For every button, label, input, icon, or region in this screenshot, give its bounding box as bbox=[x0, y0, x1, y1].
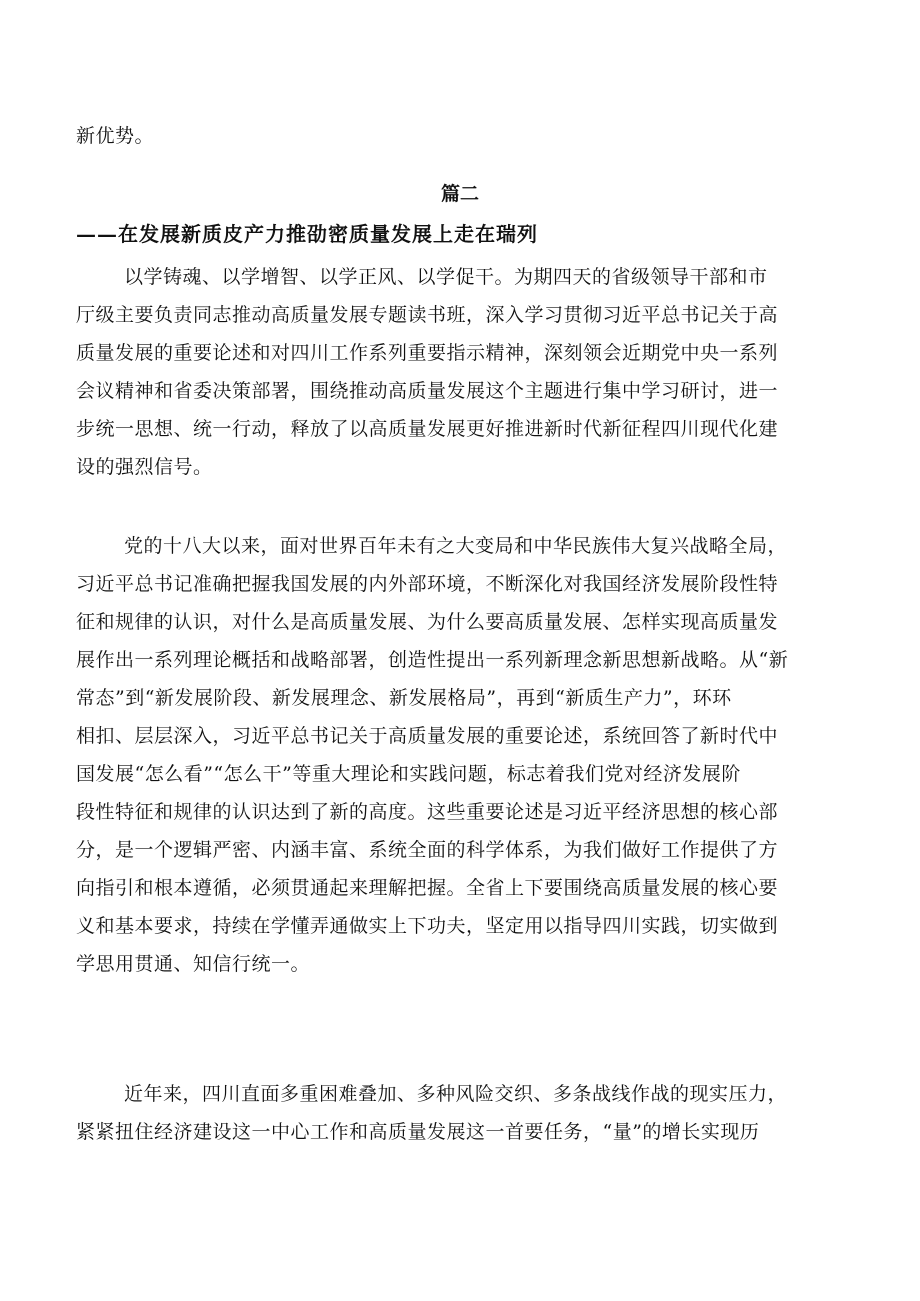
paragraph-line: 会议精神和省委决策部署，围绕推动高质量发展这个主题进行集中学习研讨，进一 bbox=[76, 380, 779, 402]
text-line: 新优势。 bbox=[76, 125, 155, 147]
paragraph-line: 分，是一个逻辑严密、内涵丰富、系统全面的科学体系，为我们做好工作提供了方 bbox=[76, 839, 779, 861]
paragraph-line: 段性特征和规律的认识达到了新的高度。这些重要论述是习近平经济思想的核心部 bbox=[76, 801, 779, 823]
paragraph-line: 国发展“怎么看”“怎么干”等重大理论和实践问题，标志着我们党对经济发展阶 bbox=[76, 763, 741, 785]
section-subtitle: ——在发展新质皮产力推劭密质量发展上走在瑞列 bbox=[76, 222, 538, 246]
paragraph-line: 党的十八大以来，面对世界百年未有之大变局和中华民族伟大复兴战略全局， bbox=[124, 535, 788, 557]
paragraph-line: 步统一思想、统一行动，释放了以高质量发展更好推进新时代新征程四川现代化建 bbox=[76, 418, 779, 440]
paragraph-line: 常态”到“新发展阶段、新发展理念、新发展格局”，再到“新质生产力”，环环 bbox=[76, 687, 732, 709]
paragraph-line: 征和规律的认识，对什么是高质量发展、为什么要高质量发展、怎样实现高质量发 bbox=[76, 611, 779, 633]
paragraph-line: 学思用贯通、知信行统一。 bbox=[76, 953, 311, 975]
paragraph-line: 以学铸魂、以学增智、以学正风、以学促干。为期四天的省级领导干部和市 bbox=[124, 266, 768, 288]
section-heading: 篇二 bbox=[440, 183, 479, 205]
paragraph-line: 展作出一系列理论概括和战略部署，创造性提出一系列新理念新思想新战略。从“新 bbox=[76, 649, 789, 671]
paragraph-line: 向指引和根本遵循，必须贯通起来理解把握。全省上下要围绕高质量发展的核心要 bbox=[76, 877, 779, 899]
paragraph-line: 近年来，四川直面多重困难叠加、多种风险交织、多条战线作战的现实压力， bbox=[124, 1083, 788, 1105]
paragraph-line: 义和基本要求，持续在学懂弄通做实上下功夫，坚定用以指导四川实践，切实做到 bbox=[76, 915, 779, 937]
paragraph-line: 厅级主要负责同志推动高质量发展专题读书班，深入学习贯彻习近平总书记关于高 bbox=[76, 304, 779, 326]
paragraph-line: 紧紧扭住经济建设这一中心工作和高质量发展这一首要任务，“量”的增长实现历 bbox=[76, 1121, 760, 1143]
paragraph-line: 习近平总书记准确把握我国发展的内外部环境，不断深化对我国经济发展阶段性特 bbox=[76, 573, 779, 595]
paragraph-line: 相扣、层层深入，习近平总书记关于高质量发展的重要论述，系统回答了新时代中 bbox=[76, 725, 779, 747]
paragraph-line: 质量发展的重要论述和对四川工作系列重要指示精神，深刻领会近期党中央一系列 bbox=[76, 342, 779, 364]
paragraph-line: 设的强烈信号。 bbox=[76, 456, 213, 478]
